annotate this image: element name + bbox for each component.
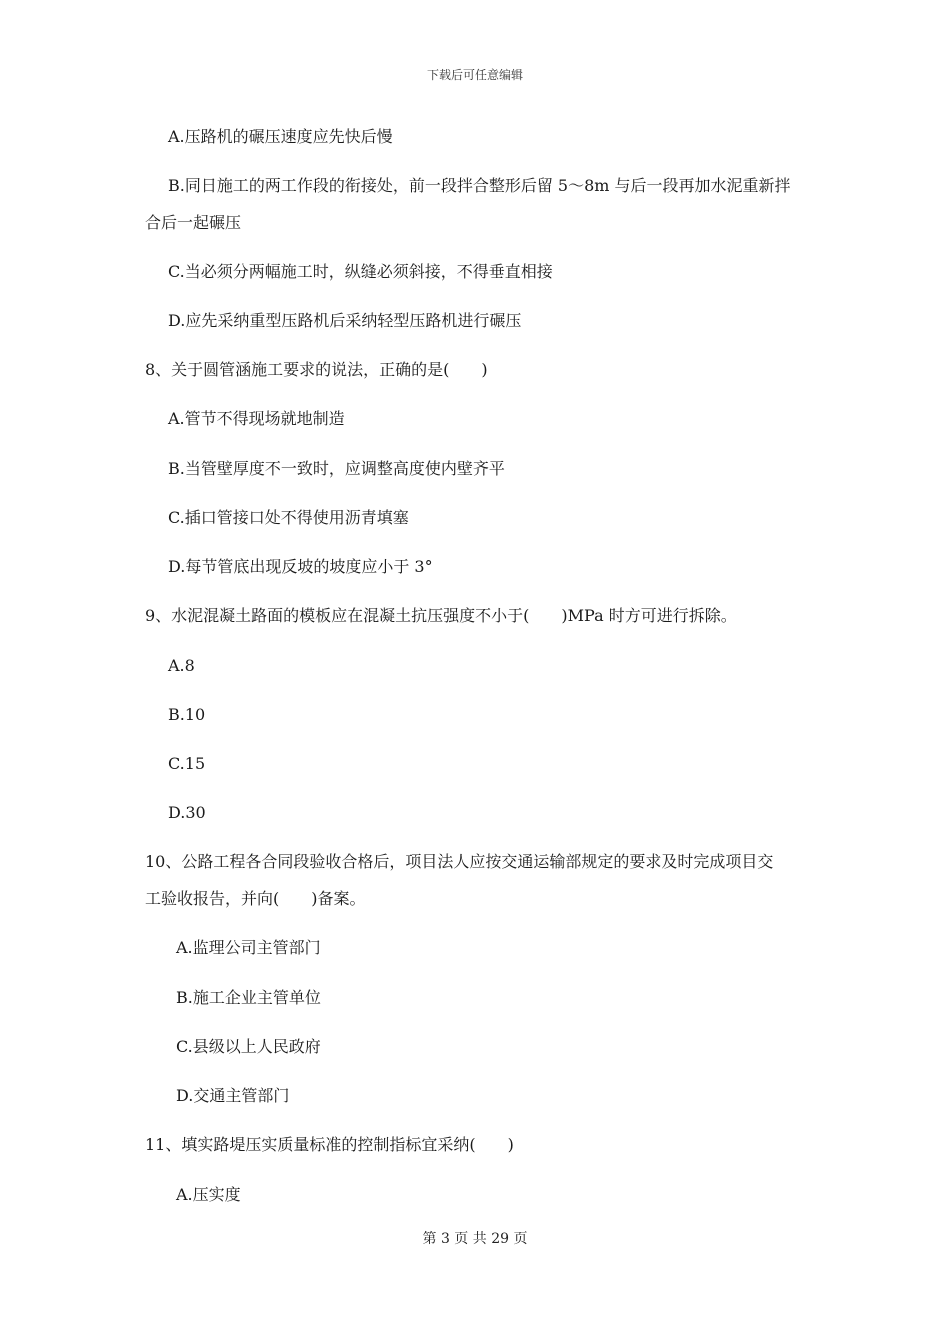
option-7b-continued: 合后一起碾压 [145, 213, 242, 232]
option-8d: D.每节管底出现反坡的坡度应小于 3° [168, 557, 433, 576]
option-8b: B.当管壁厚度不一致时，应调整高度使内壁齐平 [168, 459, 505, 478]
option-9d: D.30 [168, 803, 206, 822]
question-10-continued: 工验收报告，并向( )备案。 [145, 889, 366, 908]
question-9: 9、水泥混凝土路面的模板应在混凝土抗压强度不小于( )MPa 时方可进行拆除。 [145, 606, 737, 625]
question-10: 10、公路工程各合同段验收合格后，项目法人应按交通运输部规定的要求及时完成项目交 [145, 852, 774, 871]
option-7b: B.同日施工的两工作段的衔接处，前一段拌合整形后留 5～8m 与后一段再加水泥重新拌 [168, 176, 791, 195]
option-10d: D.交通主管部门 [176, 1086, 290, 1105]
option-10c: C.县级以上人民政府 [176, 1037, 321, 1056]
page-footer: 第 3 页 共 29 页 [422, 1231, 528, 1247]
page-header: 下载后可任意编辑 [426, 68, 523, 82]
option-9a: A.8 [168, 656, 195, 675]
option-8a: A.管节不得现场就地制造 [168, 409, 345, 428]
option-10a: A.监理公司主管部门 [176, 938, 321, 957]
option-10b: B.施工企业主管单位 [176, 988, 321, 1007]
option-9b: B.10 [168, 705, 206, 724]
option-11a: A.压实度 [176, 1185, 241, 1204]
option-9c: C.15 [168, 754, 206, 773]
option-7a: A.压路机的碾压速度应先快后慢 [168, 127, 393, 146]
question-11: 11、填实路堤压实质量标准的控制指标宜采纳( ) [145, 1135, 514, 1154]
option-7d: D.应先采纳重型压路机后采纳轻型压路机进行碾压 [168, 311, 522, 330]
question-8: 8、关于圆管涵施工要求的说法，正确的是( ) [145, 360, 488, 379]
option-7c: C.当必须分两幅施工时，纵缝必须斜接，不得垂直相接 [168, 262, 553, 281]
option-8c: C.插口管接口处不得使用沥青填塞 [168, 508, 409, 527]
